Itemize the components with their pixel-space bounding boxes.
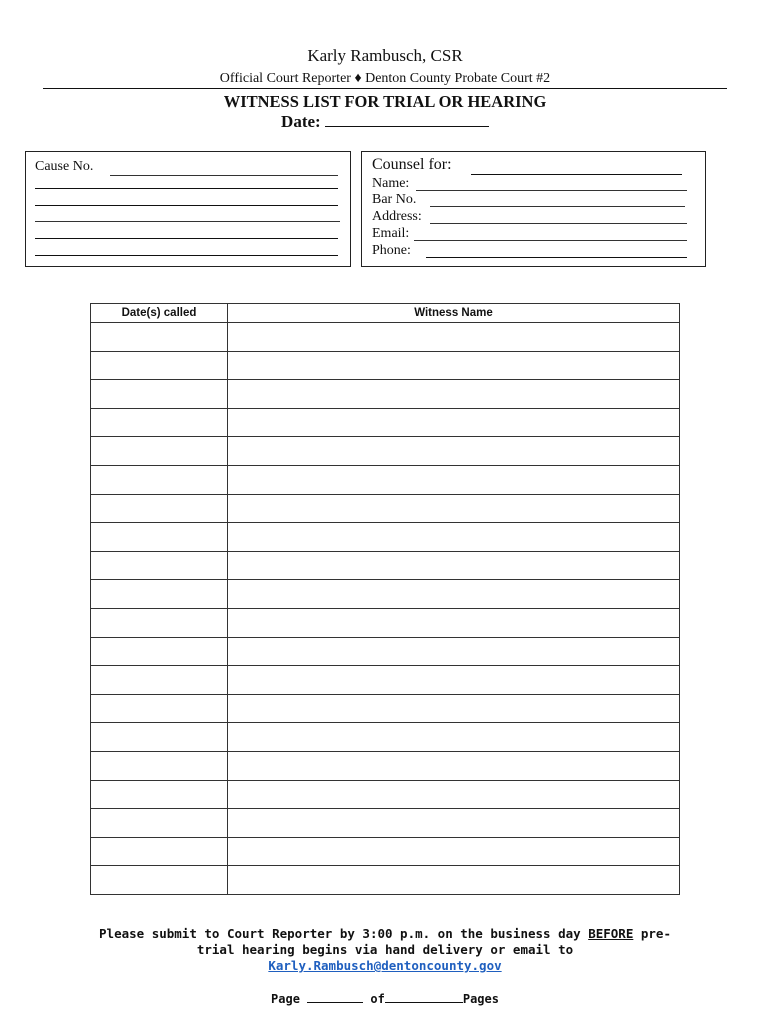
witness-name-cell[interactable] [228, 694, 680, 723]
email-label: Email: [372, 226, 410, 241]
page-count-line [0, 992, 770, 1006]
date-field[interactable] [0, 112, 770, 132]
page-label: Page [271, 992, 300, 1006]
table-row [91, 666, 680, 695]
date-called-cell[interactable] [91, 494, 228, 523]
witness-name-cell[interactable] [228, 837, 680, 866]
table-row [91, 723, 680, 752]
date-called-cell[interactable] [91, 866, 228, 895]
date-called-cell[interactable] [91, 608, 228, 637]
witness-name-cell[interactable] [228, 437, 680, 466]
table-row [91, 809, 680, 838]
date-called-cell[interactable] [91, 723, 228, 752]
table-row [91, 408, 680, 437]
email-blank[interactable] [414, 240, 687, 241]
reporter-title: Official Court Reporter ♦ Denton County Probate Court #2 [219, 71, 551, 86]
date-called-cell[interactable] [91, 408, 228, 437]
note-text-2: pre- [633, 926, 671, 941]
table-row [91, 323, 680, 352]
date-called-cell[interactable] [91, 465, 228, 494]
witness-table [90, 303, 680, 895]
cause-line-1[interactable] [35, 188, 338, 189]
total-pages-blank[interactable] [385, 1002, 463, 1003]
bar-number-blank[interactable] [430, 206, 685, 207]
table-row [91, 551, 680, 580]
table-row [91, 465, 680, 494]
note-text-1: Please submit to Court Reporter by 3:00 p.m. on the business day [99, 926, 589, 941]
counsel-box [361, 151, 706, 267]
date-called-cell[interactable] [91, 551, 228, 580]
table-row [91, 608, 680, 637]
table-row [91, 751, 680, 780]
witness-rows [91, 323, 680, 895]
table-row [91, 780, 680, 809]
witness-name-cell[interactable] [228, 780, 680, 809]
date-called-cell[interactable] [91, 323, 228, 352]
date-called-cell[interactable] [91, 580, 228, 609]
witness-name-cell[interactable] [228, 323, 680, 352]
witness-name-cell[interactable] [228, 380, 680, 409]
date-blank[interactable] [325, 126, 489, 127]
note-line-2: trial hearing begins via hand delivery or email to [196, 942, 574, 957]
witness-name-cell[interactable] [228, 809, 680, 838]
table-row [91, 837, 680, 866]
cause-line-3[interactable] [35, 221, 340, 222]
bar-number-label: Bar No. [372, 192, 417, 207]
cause-number-label: Cause No. [35, 159, 94, 174]
date-called-cell[interactable] [91, 523, 228, 552]
date-called-cell[interactable] [91, 351, 228, 380]
email-link[interactable]: Karly.Rambusch@dentoncounty.gov [268, 958, 502, 973]
cause-line-5[interactable] [35, 255, 338, 256]
date-called-cell[interactable] [91, 751, 228, 780]
date-called-cell[interactable] [91, 666, 228, 695]
date-called-cell[interactable] [91, 837, 228, 866]
witness-name-cell[interactable] [228, 523, 680, 552]
date-called-cell[interactable] [91, 809, 228, 838]
table-row [91, 694, 680, 723]
witness-name-cell[interactable] [228, 637, 680, 666]
page-number-blank[interactable] [307, 1002, 363, 1003]
date-called-cell[interactable] [91, 694, 228, 723]
witness-name-cell[interactable] [228, 494, 680, 523]
date-label: Date: [281, 112, 321, 131]
witness-name-cell[interactable] [228, 465, 680, 494]
table-row [91, 351, 680, 380]
submission-note [0, 926, 770, 974]
counsel-for-blank[interactable] [471, 174, 682, 175]
table-row [91, 494, 680, 523]
date-called-cell[interactable] [91, 637, 228, 666]
date-called-cell[interactable] [91, 380, 228, 409]
name-label: Name: [372, 176, 410, 191]
table-row [91, 637, 680, 666]
witness-name-cell[interactable] [228, 408, 680, 437]
date-called-cell[interactable] [91, 780, 228, 809]
name-blank[interactable] [416, 190, 687, 191]
witness-name-cell[interactable] [228, 666, 680, 695]
witness-name-cell[interactable] [228, 351, 680, 380]
address-label: Address: [372, 209, 422, 224]
witness-name-cell[interactable] [228, 866, 680, 895]
dates-called-header: Date(s) called [91, 304, 228, 323]
table-row [91, 437, 680, 466]
phone-blank[interactable] [426, 257, 687, 258]
pages-label: Pages [462, 992, 499, 1006]
witness-name-cell[interactable] [228, 551, 680, 580]
of-label: of [370, 992, 385, 1006]
phone-label: Phone: [372, 243, 411, 258]
cause-line-2[interactable] [35, 205, 338, 206]
cause-box [25, 151, 351, 267]
counsel-for-label: Counsel for: [372, 156, 452, 173]
date-called-cell[interactable] [91, 437, 228, 466]
table-row [91, 866, 680, 895]
header-divider [43, 88, 727, 89]
witness-name-cell[interactable] [228, 608, 680, 637]
witness-name-header: Witness Name [228, 304, 680, 323]
address-blank[interactable] [430, 223, 687, 224]
note-emphasis: BEFORE [588, 926, 634, 941]
witness-name-cell[interactable] [228, 580, 680, 609]
table-header-row [91, 304, 680, 323]
cause-number-blank[interactable] [110, 175, 338, 176]
table-row [91, 580, 680, 609]
table-row [91, 523, 680, 552]
reporter-name: Karly Rambusch, CSR [307, 46, 463, 65]
witness-name-cell[interactable] [228, 723, 680, 752]
table-row [91, 380, 680, 409]
document-title: WITNESS LIST FOR TRIAL OR HEARING [223, 92, 547, 111]
cause-line-4[interactable] [35, 238, 338, 239]
witness-name-cell[interactable] [228, 751, 680, 780]
